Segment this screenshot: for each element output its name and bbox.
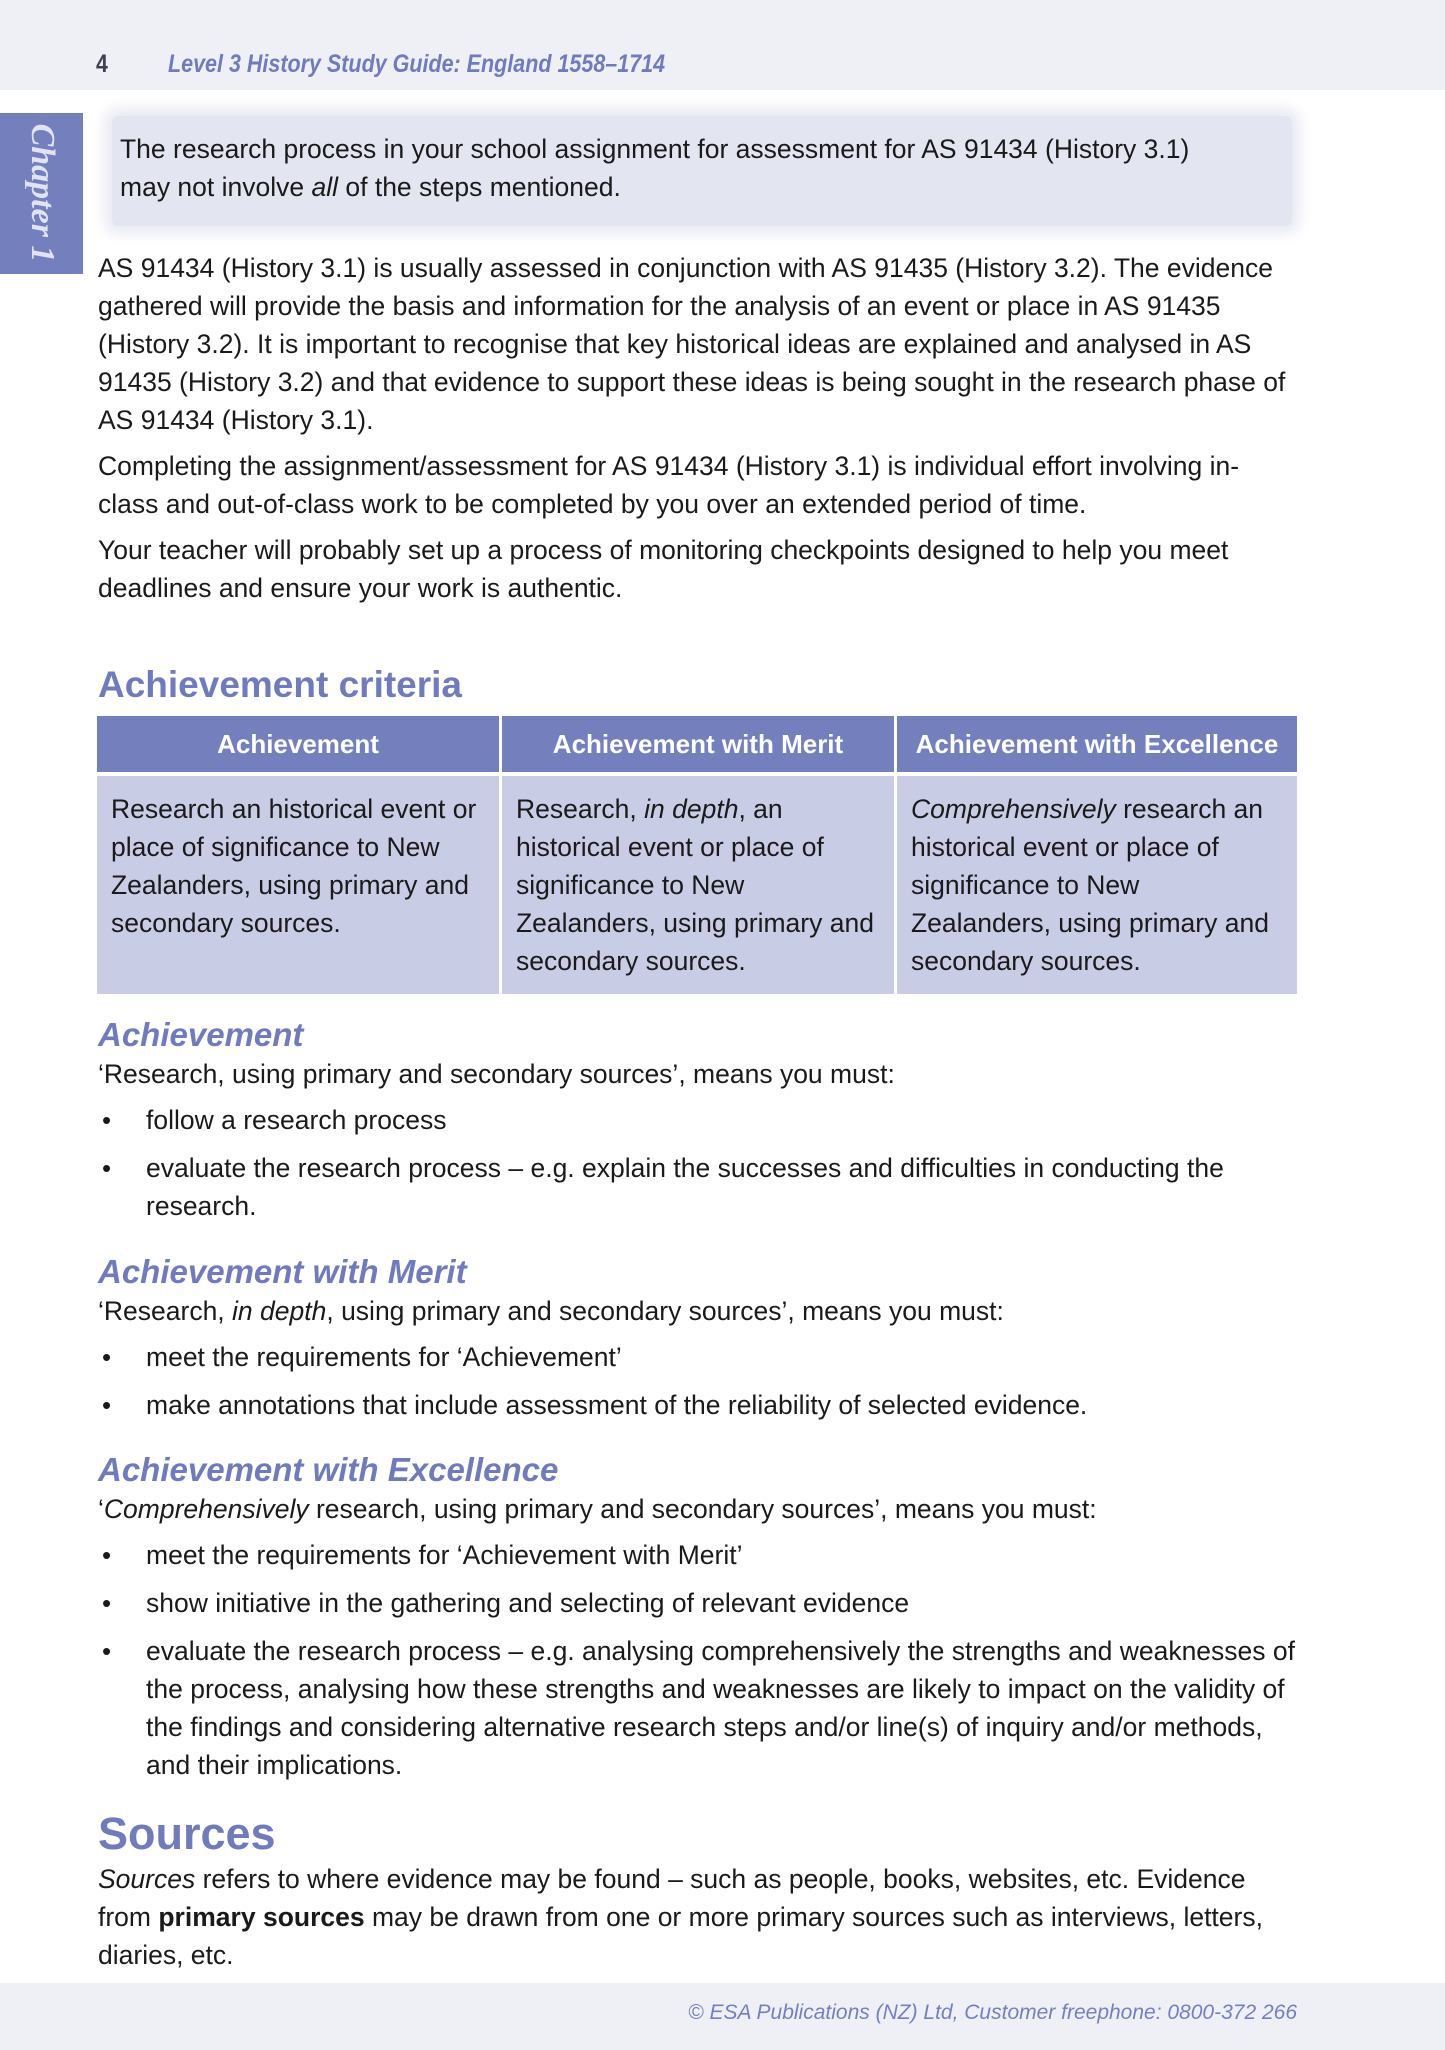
note-text-part: of the steps mentioned. xyxy=(338,172,621,202)
sources-emphasis: Sources xyxy=(98,1864,196,1894)
page-header xyxy=(0,0,1445,90)
intro-section xyxy=(98,249,1298,607)
sources-section xyxy=(98,1808,1298,1974)
column-header: Achievement with Merit xyxy=(502,716,897,776)
sources-text: refers to where evidence may be found – such as people, books, websites, etc. Evidence from xyxy=(98,1864,1246,1932)
lead-text: ‘Research, using primary and secondary sources’, means you must: xyxy=(98,1059,895,1089)
section-heading-achievement-criteria: Achievement criteria xyxy=(98,664,463,705)
note-emphasis: all xyxy=(311,172,338,202)
list-item-text: show initiative in the gathering and selecting of relevant evidence xyxy=(146,1588,910,1618)
footer-copyright: © ESA Publications (NZ) Ltd, Customer freephone: 0800-372 266 xyxy=(688,2001,1297,2024)
table-cell xyxy=(97,776,502,994)
bullet-list xyxy=(98,1338,1298,1424)
level-lead xyxy=(98,1055,1298,1093)
sources-bold-term: primary sources xyxy=(158,1902,365,1932)
cell-text: , an historical event or place of significance to New Zealanders, using primary and secondary sources. xyxy=(516,794,874,976)
table-header-row xyxy=(97,716,1297,776)
paragraph: Completing the assignment/assessment for AS 91434 (History 3.1) is individual effort involving in-class and out-of-class work to be completed by you over an extended period of time. xyxy=(98,451,1240,519)
bullet-list xyxy=(98,1536,1298,1784)
page-number: 4 xyxy=(96,50,108,78)
criteria-table xyxy=(97,716,1297,994)
subheading-achievement: Achievement xyxy=(98,1016,304,1053)
level-excellence xyxy=(98,1450,1298,1794)
list-item-text: meet the requirements for ‘Achievement’ xyxy=(146,1342,622,1372)
criteria-heading-wrap xyxy=(98,663,1298,707)
list-item xyxy=(98,1632,1298,1784)
bullet-icon: • xyxy=(102,1588,112,1618)
list-item xyxy=(98,1338,1298,1376)
table-cell xyxy=(502,776,897,994)
list-item-text: evaluate the research process – e.g. explain the successes and difficulties in conducting the research. xyxy=(146,1153,1224,1221)
lead-text: , using primary and secondary sources’, means you must: xyxy=(326,1296,1004,1326)
cell-text: research an historical event or place of significance to New Zealanders, using primary and secondary sources. xyxy=(911,794,1269,976)
lead-text: ‘Research, xyxy=(98,1296,233,1326)
level-merit xyxy=(98,1252,1298,1434)
cell-text: Research, xyxy=(516,794,645,824)
subheading-excellence: Achievement with Excellence xyxy=(98,1451,559,1488)
bullet-icon: • xyxy=(102,1105,112,1135)
lead-emphasis: in depth xyxy=(232,1296,327,1326)
chapter-tab xyxy=(0,113,83,274)
bullet-icon: • xyxy=(102,1636,112,1666)
list-item-text: make annotations that include assessment of the reliability of selected evidence. xyxy=(146,1390,1088,1420)
cell-emphasis: Comprehensively xyxy=(911,794,1116,824)
lead-emphasis: Comprehensively xyxy=(103,1494,309,1524)
note-box xyxy=(112,116,1292,226)
running-title: Level 3 History Study Guide: England 1558–1714 xyxy=(168,50,666,78)
note-text xyxy=(120,130,1220,206)
level-achievement xyxy=(98,1015,1298,1235)
list-item-text: evaluate the research process – e.g. analysing comprehensively the strengths and weaknesses of the process, analysing how these strengths and weaknesses are likely to impact on the validity of the findings and considering alternative research steps and/or line(s) of inquiry and/or methods, and their implications. xyxy=(146,1636,1295,1780)
paragraph: Your teacher will probably set up a process of monitoring checkpoints designed to help you meet deadlines and ensure your work is authentic. xyxy=(98,535,1229,603)
page-footer xyxy=(0,1983,1445,2050)
list-item xyxy=(98,1536,1298,1574)
bullet-icon: • xyxy=(102,1342,112,1372)
column-header: Achievement xyxy=(97,716,502,776)
bullet-icon: • xyxy=(102,1540,112,1570)
paragraph: AS 91434 (History 3.1) is usually assessed in conjunction with AS 91435 (History 3.2). The evidence gathered will provide the basis and information for the analysis of an event or place in AS 91435 (History 3.2). It is important to recognise that key historical ideas are explained and analysed in AS 91435 (History 3.2) and that evidence to support these ideas is being sought in the research phase of AS 91434 (History 3.1). xyxy=(98,253,1286,435)
list-item xyxy=(98,1101,1298,1139)
sources-text: may be drawn from one or more primary sources such as interviews, letters, diaries, etc. xyxy=(98,1902,1263,1970)
chapter-tab-label: Chapter 1 xyxy=(24,123,61,263)
list-item-text: meet the requirements for ‘Achievement with Merit’ xyxy=(146,1540,743,1570)
cell-emphasis: in depth xyxy=(644,794,739,824)
lead-text: ‘ xyxy=(98,1494,104,1524)
list-item-text: follow a research process xyxy=(146,1105,447,1135)
list-item xyxy=(98,1386,1298,1424)
list-item xyxy=(98,1584,1298,1622)
level-lead xyxy=(98,1490,1298,1528)
bullet-icon: • xyxy=(102,1153,112,1183)
section-heading-sources: Sources xyxy=(98,1808,276,1859)
bullet-icon: • xyxy=(102,1390,112,1420)
note-text-part: The research process in your school assignment for assessment for AS 91434 (History 3.1) may not involve xyxy=(120,134,1190,202)
level-lead xyxy=(98,1292,1298,1330)
sources-paragraph xyxy=(98,1860,1298,1974)
table-cell xyxy=(897,776,1297,994)
lead-text: research, using primary and secondary sources’, means you must: xyxy=(308,1494,1097,1524)
subheading-merit: Achievement with Merit xyxy=(98,1253,467,1290)
bullet-list xyxy=(98,1101,1298,1225)
cell-text: Research an historical event or place of significance to New Zealanders, using primary and secondary sources. xyxy=(111,794,477,938)
list-item xyxy=(98,1149,1298,1225)
column-header: Achievement with Excellence xyxy=(897,716,1297,776)
table-row xyxy=(97,776,1297,994)
